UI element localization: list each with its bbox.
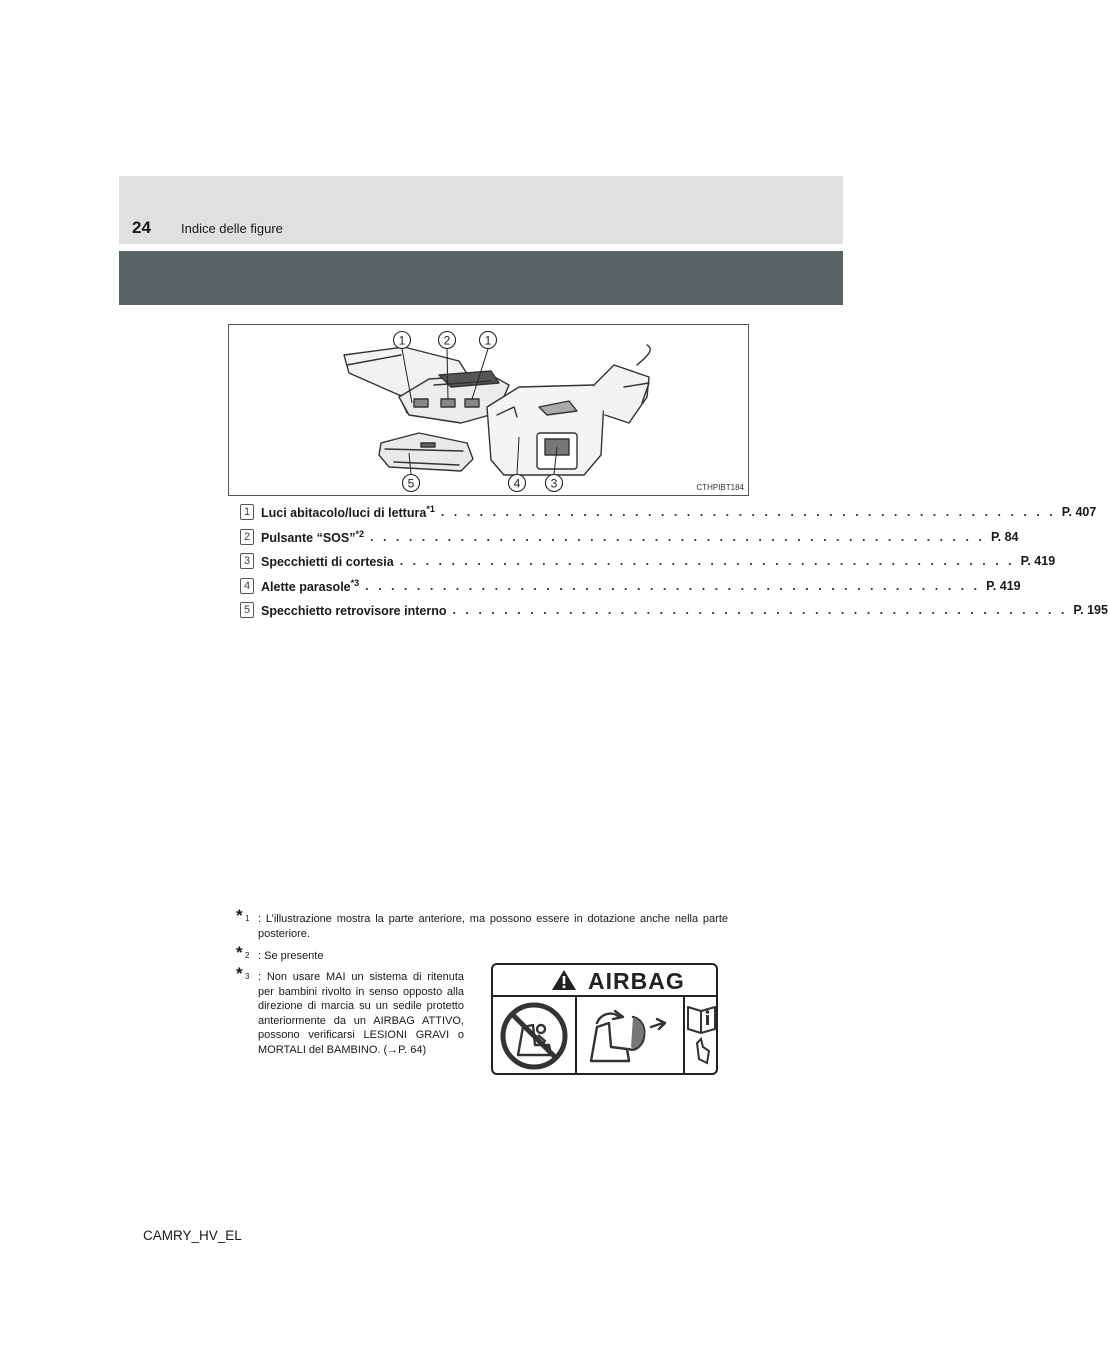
list-item <box>240 598 1108 623</box>
figure-code: CTHPIBT184 <box>696 483 744 492</box>
model-code: CAMRY_HV_EL <box>143 1228 242 1243</box>
leader-dots: . . . . . . . . . . . . . . . . . . . . . . . . . . . . . . . . . . . . . . . . . . . . . . . . <box>370 529 985 544</box>
callout-3: 3 <box>550 476 558 491</box>
footnote-asterisk: * <box>236 964 243 983</box>
page-number: 24 <box>132 218 151 237</box>
warning-triangle-icon <box>551 969 577 991</box>
leader-dots: . . . . . . . . . . . . . . . . . . . . . . . . . . . . . . . . . . . . . . . . . . . . . . . . <box>365 578 981 593</box>
item-label: Luci abitacolo/luci di lettura$^{*1}$ <box>261 504 435 521</box>
page-reference[interactable]: P. 407 <box>1061 505 1097 520</box>
footnote-asterisk: * <box>236 906 243 925</box>
callout-2: 2 <box>443 333 451 348</box>
no-rear-facing-child-seat-icon <box>493 997 577 1075</box>
airbag-deploy-seat-icon <box>577 997 685 1075</box>
item-number: 5 <box>240 602 254 618</box>
callout-4: 4 <box>513 476 521 491</box>
item-number: 3 <box>240 553 254 569</box>
footnote-text: : L’illustrazione mostra la parte anteriore, ma possono essere in dotazione anche nella parte posteriore. <box>258 913 728 940</box>
callout-1a: 1 <box>398 333 406 348</box>
leader-dots: . . . . . . . . . . . . . . . . . . . . . . . . . . . . . . . . . . . . . . . . . . . . . . . . <box>399 554 1015 569</box>
list-item <box>240 500 1097 525</box>
title-band <box>119 251 843 305</box>
footnote-number: 3 <box>245 972 250 981</box>
item-number: 2 <box>240 529 254 545</box>
section-title: Indice delle figure <box>181 221 283 236</box>
footnote-number: 1 <box>245 914 250 923</box>
callout-5: 5 <box>407 476 415 491</box>
airbag-warning-label <box>491 963 718 1075</box>
component-list <box>240 500 1108 623</box>
page-reference[interactable]: P. 84 <box>990 529 1019 544</box>
callout-1b: 1 <box>484 333 492 348</box>
leader-dots: . . . . . . . . . . . . . . . . . . . . . . . . . . . . . . . . . . . . . . . . . . . . . . . . <box>452 603 1068 618</box>
page-reference[interactable]: P. 419 <box>986 578 1021 593</box>
list-item <box>240 549 1056 574</box>
footnote-text: : Non usare MAI un sistema di ritenuta per bambini rivolto in senso opposto alla direzione di marcia su un sedile protetto anteriormente da un AIRBAG ATTIVO, possono verificarsi LESIONI GRAVI o MORTALI del BAMBINO. (→P. 64) <box>258 971 464 1056</box>
item-number: 1 <box>240 504 254 520</box>
overhead-console-figure <box>228 324 749 496</box>
item-label: Specchietto retrovisore interno <box>261 604 447 619</box>
list-item <box>240 525 1019 550</box>
footnote-asterisk: * <box>236 943 243 962</box>
airbag-word: AIRBAG <box>588 968 685 994</box>
footnote-number: 2 <box>245 951 250 960</box>
airbag-label-header <box>493 965 716 997</box>
leader-dots: . . . . . . . . . . . . . . . . . . . . . . . . . . . . . . . . . . . . . . . . . . . . . . . . <box>440 505 1056 520</box>
page-reference[interactable]: P. 419 <box>1020 554 1056 569</box>
item-number: 4 <box>240 578 254 594</box>
item-label: Pulsante “SOS”$^{*2}$ <box>261 528 364 545</box>
item-label: Alette parasole$^{*3}$ <box>261 577 360 594</box>
list-item <box>240 574 1021 599</box>
footnote-text: : Se presente <box>258 950 324 962</box>
page-reference[interactable]: P. 195 <box>1073 603 1108 618</box>
read-manual-icon <box>685 997 718 1075</box>
item-label: Specchietti di cortesia <box>261 555 394 570</box>
overhead-console-illustration <box>229 325 750 497</box>
